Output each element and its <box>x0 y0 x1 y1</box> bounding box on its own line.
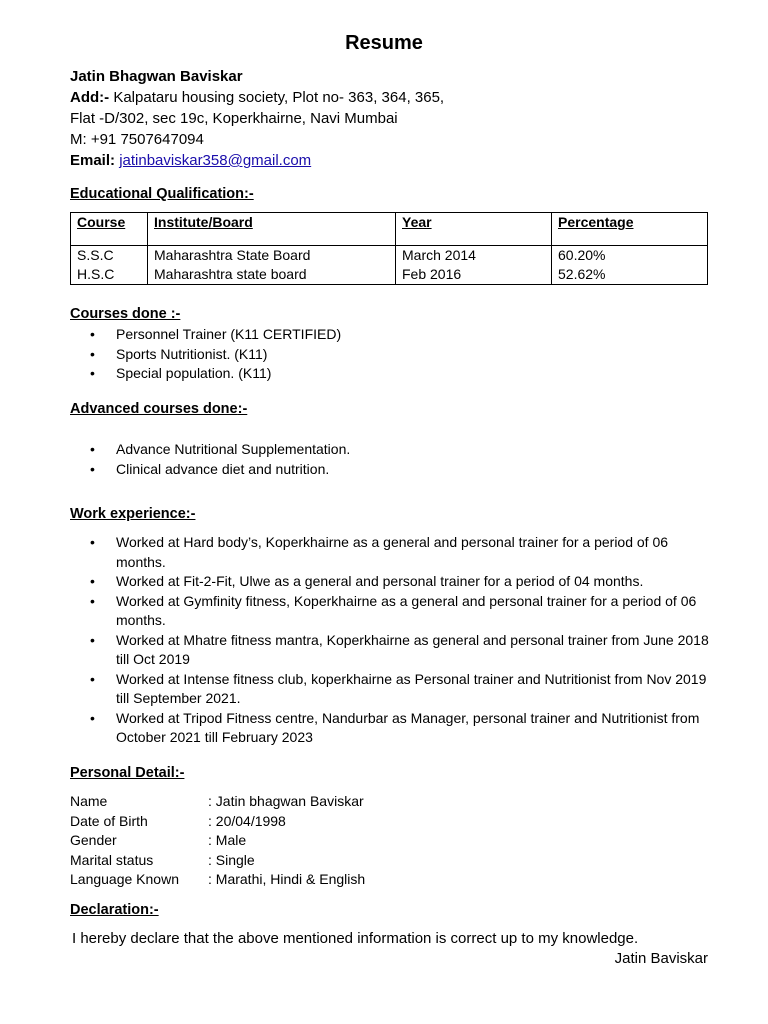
declaration-heading: Declaration:- <box>70 902 159 918</box>
detail-row <box>70 851 365 871</box>
bullet-icon: • <box>90 441 95 457</box>
table-cell: 52.62% <box>552 265 708 285</box>
detail-value: : Marathi, Hindi & English <box>208 871 366 887</box>
mobile-number: M: +91 7507647094 <box>70 131 204 148</box>
bullet-icon: • <box>90 365 95 381</box>
column-header: Year <box>396 213 552 246</box>
bullet-icon: • <box>90 631 95 648</box>
list-item-text: Worked at Mhatre fitness mantra, Koperkhairne as general and personal trainer from June 2018 till Oct 2019 <box>116 631 709 667</box>
list-item <box>70 364 720 384</box>
detail-value: : Jatin bhagwan Baviskar <box>208 793 364 809</box>
advanced-courses-list <box>70 440 720 479</box>
column-header: Course <box>71 213 148 246</box>
table-cell: Maharashtra state board <box>148 265 396 285</box>
list-item-text: Worked at Gymfinity fitness, Koperkhairne as a general and personal trainer for a period of 06 months. <box>116 592 697 628</box>
bullet-icon: • <box>90 573 95 589</box>
courses-list <box>70 325 720 384</box>
personal-detail-heading: Personal Detail:- <box>70 765 185 781</box>
list-item-text: Personnel Trainer (K11 CERTIFIED) <box>116 326 342 342</box>
contact-header <box>70 66 444 171</box>
table-row <box>71 246 708 266</box>
signature-name: Jatin Baviskar <box>614 950 708 967</box>
detail-value: : Single <box>208 851 255 868</box>
page-title: Resume <box>345 32 423 54</box>
advanced-heading-text: Advanced courses done <box>70 401 238 417</box>
list-item-text: Worked at Tripod Fitness centre, Nandurbar as Manager, personal trainer and Nutritionist from October 2021 till February 2023 <box>116 709 700 745</box>
list-item-text: Worked at Intense fitness club, koperkhairne as Personal trainer and Nutritionist from Nov 2019 till September 2021. <box>116 670 707 706</box>
table-cell: March 2014 <box>396 246 552 266</box>
address-text-1: Kalpataru housing society, Plot no- 363, 364, 365, <box>109 89 445 106</box>
list-item <box>70 592 718 631</box>
table-cell: 60.20% <box>552 246 708 266</box>
declaration-text: I hereby declare that the above mentioned information is correct up to my knowledge. <box>72 930 639 947</box>
list-item <box>70 709 718 748</box>
courses-heading: Courses done :- <box>70 306 181 322</box>
detail-key: Marital status <box>70 851 154 868</box>
list-item <box>70 460 720 480</box>
personal-detail-list <box>70 792 365 890</box>
list-item-text: Worked at Fit-2-Fit, Ulwe as a general and personal trainer for a period of 04 months. <box>116 573 644 589</box>
list-item <box>70 325 720 345</box>
list-item-text: Advance Nutritional Supplementation. <box>116 441 351 457</box>
list-item-text: Clinical advance diet and nutrition. <box>116 460 330 477</box>
detail-row <box>70 870 365 890</box>
list-item <box>70 440 720 460</box>
work-experience-list <box>70 533 718 748</box>
table-cell: S.S.C <box>71 246 148 266</box>
advanced-heading-tail: :- <box>237 401 248 417</box>
table-cell: H.S.C <box>71 265 148 285</box>
address-line-2: Flat -D/302, sec 19c, Koperkhairne, Navi Mumbai <box>70 110 398 127</box>
email-line <box>70 150 444 171</box>
address-label: Add:- <box>70 89 110 106</box>
bullet-icon: • <box>90 345 95 362</box>
work-experience-heading: Work experience:- <box>70 506 196 522</box>
detail-key: Date of Birth <box>70 812 148 829</box>
bullet-icon: • <box>90 326 95 342</box>
advanced-courses-heading <box>70 401 247 417</box>
bullet-icon: • <box>90 709 95 726</box>
bullet-icon: • <box>90 670 95 687</box>
table-cell: Feb 2016 <box>396 265 552 285</box>
detail-row <box>70 812 365 832</box>
bullet-icon: • <box>90 460 95 477</box>
email-link[interactable]: jatinbaviskar358@gmail.com <box>119 152 312 169</box>
list-item-text: Sports Nutritionist. (K11) <box>116 345 268 362</box>
table-row <box>71 265 708 285</box>
list-item-text: Worked at Hard body’s, Koperkhairne as a general and personal trainer for a period of 06 months. <box>116 534 669 570</box>
list-item <box>70 670 718 709</box>
candidate-name: Jatin Bhagwan Baviskar <box>70 68 243 85</box>
list-item-text: Special population. (K11) <box>116 365 272 381</box>
bullet-icon: • <box>90 534 95 550</box>
list-item <box>70 533 718 572</box>
education-table-header <box>71 213 708 246</box>
detail-value: : 20/04/1998 <box>208 812 286 829</box>
detail-value: : Male <box>208 832 247 848</box>
list-item <box>70 631 718 670</box>
column-header: Percentage <box>552 213 708 246</box>
list-item <box>70 345 720 365</box>
table-cell: Maharashtra State Board <box>148 246 396 266</box>
detail-key: Language Known <box>70 871 179 887</box>
education-table <box>70 212 708 285</box>
detail-row <box>70 831 365 851</box>
email-label: Email: <box>70 152 116 169</box>
address-line-1 <box>70 87 444 108</box>
detail-row <box>70 792 365 812</box>
education-heading: Educational Qualification:- <box>70 186 254 202</box>
detail-key: Gender <box>70 832 117 848</box>
column-header: Institute/Board <box>148 213 396 246</box>
bullet-icon: • <box>90 592 95 609</box>
list-item <box>70 572 718 592</box>
detail-key: Name <box>70 793 108 809</box>
